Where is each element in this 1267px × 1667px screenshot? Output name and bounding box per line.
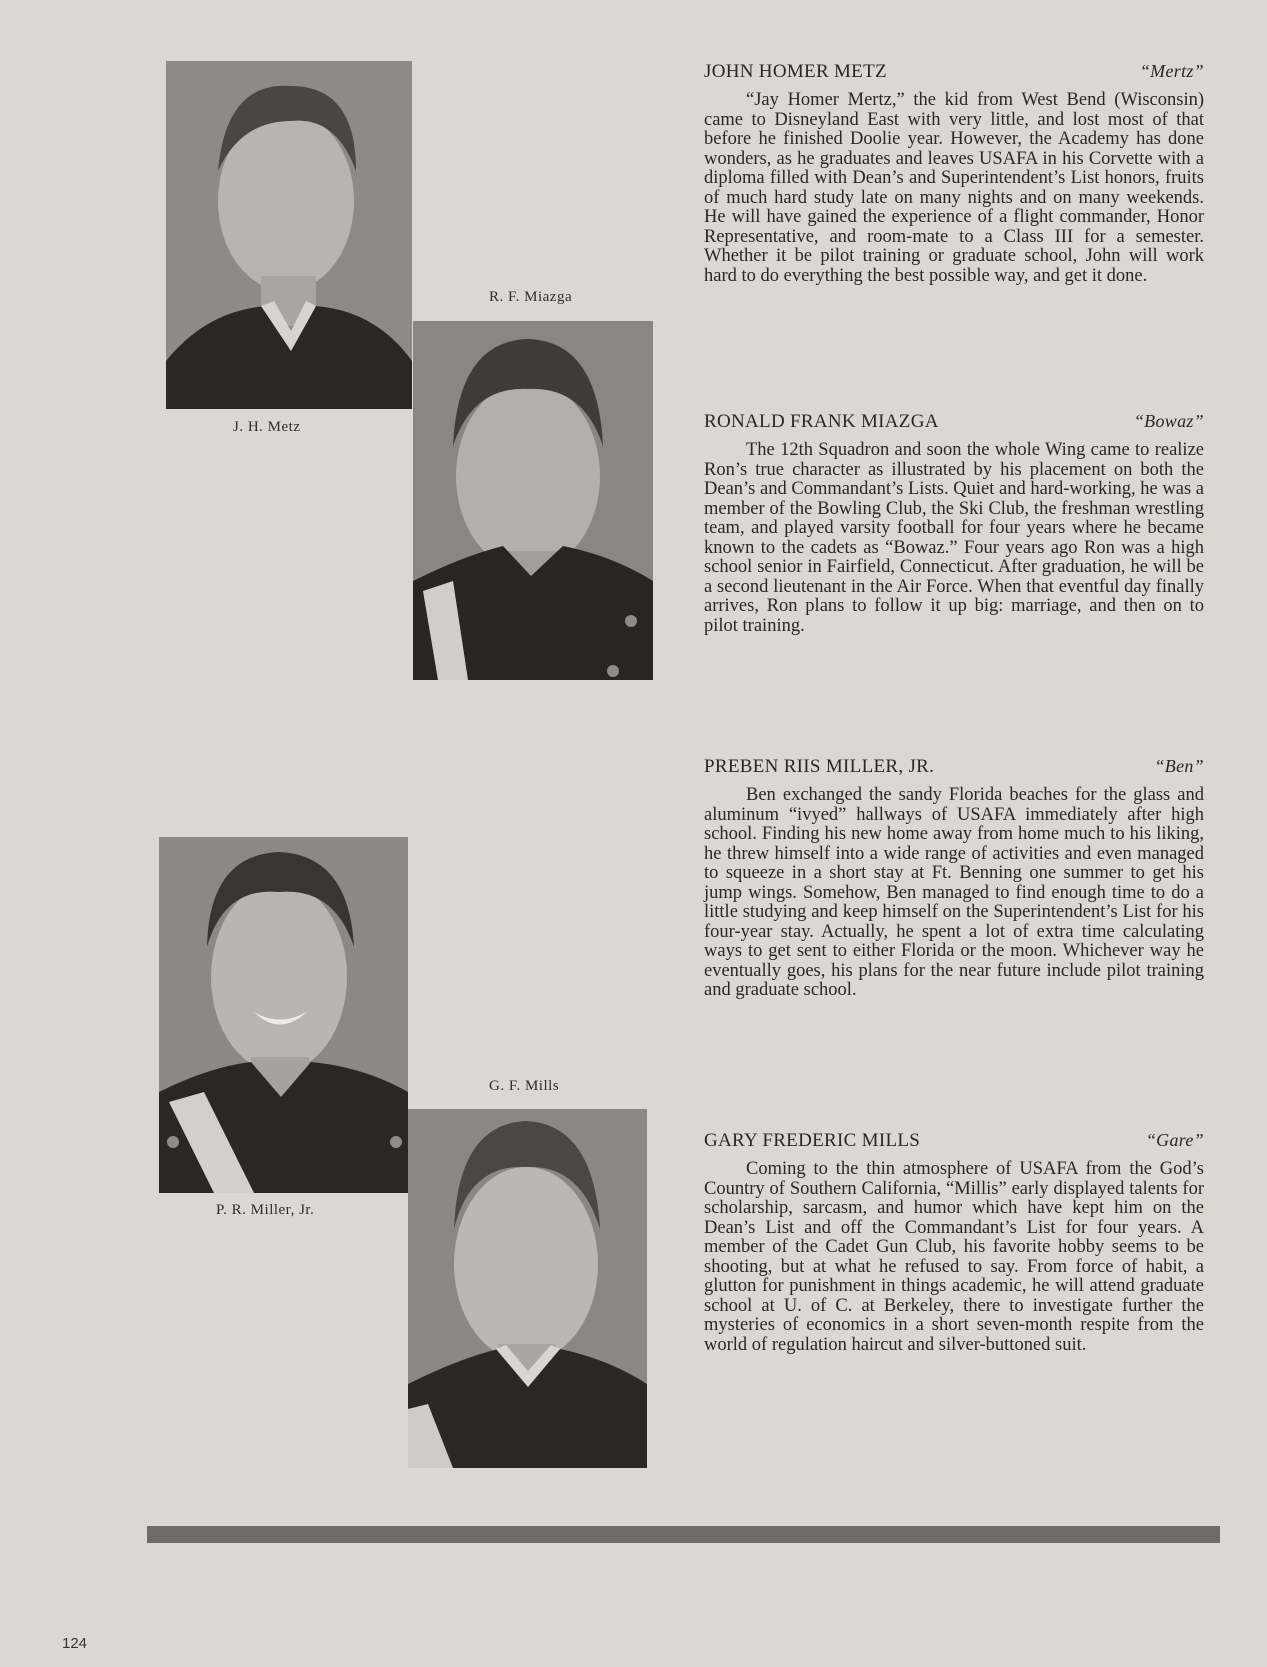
entry-name: RONALD FRANK MIAZGA	[704, 411, 939, 432]
entry-header	[704, 756, 1204, 778]
entry-header	[704, 61, 1204, 83]
portrait-metz	[166, 61, 412, 409]
entry-miazga	[704, 411, 1204, 636]
entry-metz	[704, 61, 1204, 286]
entry-header	[704, 1130, 1204, 1152]
page-number: 124	[62, 1635, 88, 1652]
entry-bio: Coming to the thin atmosphere of USAFA from the God’s Country of Southern California, “Millis” early displayed talents for scholarship, sarcasm, and humor which have kept him on the Dean’s List and off the Commandant’s List for four years. A member of the Cadet Gun Club, his favorite hobby seems to be shooting, but at what he refused to say. From force of habit, a glutton for punishment in things academic, he will attend graduate school at U. of C. at Berkeley, there to investigate further the mysteries of economics in a short seven-month respite from the world of regulation haircut and silver-buttoned suit.	[704, 1159, 1204, 1355]
portrait-mills	[408, 1109, 647, 1468]
caption-miller: P. R. Miller, Jr.	[216, 1202, 315, 1218]
entry-miller	[704, 756, 1204, 1001]
entry-nickname: “Ben”	[1154, 756, 1204, 776]
portrait-miazga	[413, 321, 653, 680]
entry-header	[704, 411, 1204, 433]
entry-nickname: “Mertz”	[1139, 61, 1204, 81]
entry-nickname: “Gare”	[1145, 1130, 1204, 1150]
entry-bio: “Jay Homer Mertz,” the kid from West Bend (Wisconsin) came to Disneyland East with very little, and lost most of that before he finished Doolie year. However, the Academy has done wonders, as he graduates and leaves USAFA in his Corvette with a diploma filled with Dean’s and Superintendent’s List honors, fruits of much hard study late on many nights and on many weekends. He will have gained the experience of a flight commander, Honor Representative, and room-mate to a Class III for a semester. Whether it be pilot training or graduate school, John will work hard to do everything the best possible way, and get it done.	[704, 90, 1204, 286]
entry-mills	[704, 1130, 1204, 1355]
caption-metz: J. H. Metz	[233, 419, 301, 435]
caption-mills: G. F. Mills	[489, 1078, 560, 1094]
entry-name: JOHN HOMER METZ	[704, 61, 887, 82]
entry-name: PREBEN RIIS MILLER, JR.	[704, 756, 935, 777]
entry-bio: Ben exchanged the sandy Florida beaches for the glass and aluminum “ivyed” hallways of USAFA immediately after high school. Finding his new home away from home much to his liking, he threw himself into a wide range of activities and even managed to squeeze in a short stay at Ft. Benning one summer to get his jump wings. Somehow, Ben managed to find enough time to do a little studying and keep himself on the Superintendent’s List for his four-year stay. Actually, he spent a lot of extra time calculating ways to get sent to either Florida or the moon. Whichever way he eventually goes, his plans for the near future include pilot training and graduate school.	[704, 785, 1204, 1000]
portrait-miller	[159, 837, 408, 1193]
footer-rule	[147, 1526, 1220, 1543]
entry-bio: The 12th Squadron and soon the whole Wing came to realize Ron’s true character as illustrated by his placement on both the Dean’s and Commandant’s Lists. Quiet and hard-working, he was a member of the Bowling Club, the Ski Club, the freshman wrestling team, and played varsity football for four years where he became known to the cadets as “Bowaz.” Four years ago Ron was a high school senior in Fairfield, Connecticut. After graduation, he will be a second lieutenant in the Air Force. When that eventful day finally arrives, Ron plans to follow it up big: marriage, and then on to pilot training.	[704, 440, 1204, 636]
caption-miazga: R. F. Miazga	[489, 289, 573, 305]
entry-name: GARY FREDERIC MILLS	[704, 1130, 921, 1151]
entry-nickname: “Bowaz”	[1133, 411, 1204, 431]
